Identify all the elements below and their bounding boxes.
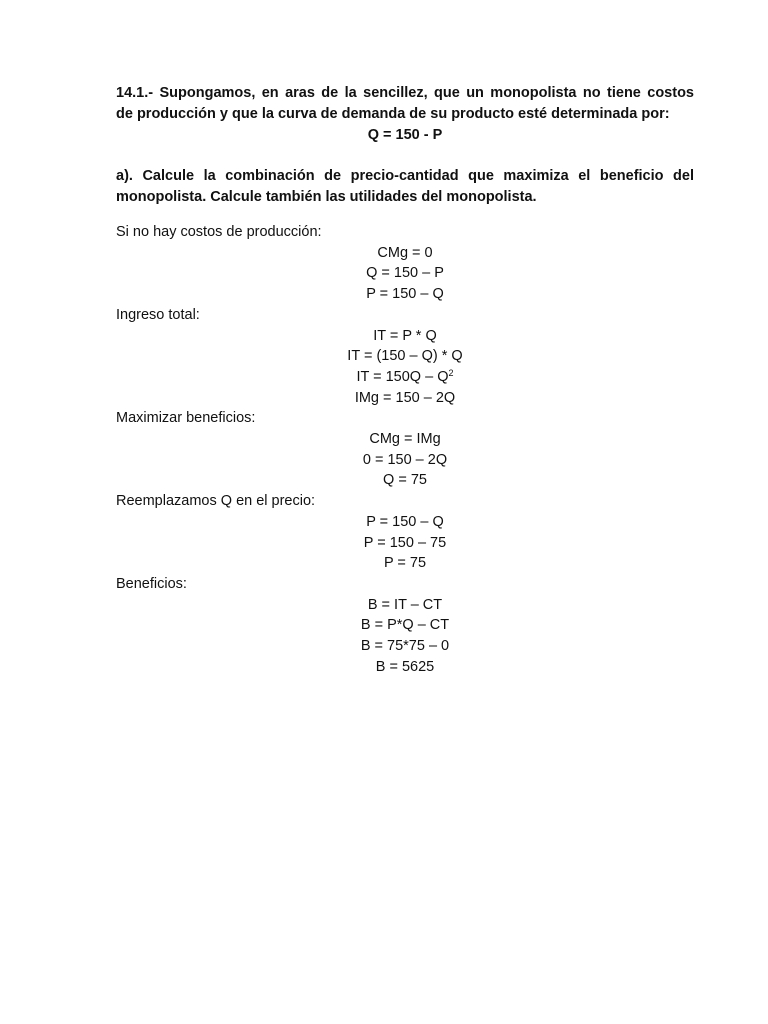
equation-it-expanded-text: IT = 150Q – Q (356, 368, 449, 385)
section-label-no-costs: Si no hay costos de producción: (116, 224, 322, 240)
question-line-2: monopolista. Calcule también las utilidades del monopolista. (116, 189, 537, 205)
equation-it-expanded (116, 367, 694, 388)
exponent-squared: 2 (448, 367, 454, 378)
equation-price: P = 150 – Q (366, 513, 444, 530)
document-page (116, 83, 694, 677)
equation-profit-pq: B = P*Q – CT (360, 617, 450, 634)
equation-it: IT = P * Q (373, 327, 437, 344)
equation-demand-q: Q = 150 – P (366, 265, 444, 282)
equation-profit: B = IT – CT (367, 596, 443, 613)
problem-statement (116, 83, 694, 125)
section-label-maximize: Maximizar beneficios: (116, 410, 256, 427)
equation-it-substituted: IT = (150 – Q) * Q (347, 348, 463, 365)
problem-line-1: 14.1.- Supongamos, en aras de la sencillez, que un monopolista no tiene costos (116, 85, 694, 101)
equation-cmg-img: CMg = IMg (369, 431, 441, 448)
problem-line-2: de producción y que la curva de demanda de su producto esté determinada por: (116, 106, 670, 122)
equation-zero-img: 0 = 150 – 2Q (362, 451, 448, 468)
question-line-1: a). Calcule la combinación de precio-cantidad que maximiza el beneficio del (116, 168, 694, 184)
section-label-total-revenue: Ingreso total: (116, 306, 200, 323)
equation-demand-p: P = 150 – Q (366, 286, 444, 303)
demand-equation: Q = 150 - P (367, 127, 443, 143)
equation-price-substituted: P = 150 – 75 (363, 534, 447, 551)
section-label-replace-q: Reemplazamos Q en el precio: (116, 493, 316, 510)
equation-profit-numbers: B = 75*75 – 0 (360, 638, 450, 655)
equation-q-result: Q = 75 (383, 472, 427, 489)
equation-cmg: CMg = 0 (377, 244, 433, 261)
solution (116, 222, 694, 677)
question-a (116, 166, 694, 208)
equation-price-result: P = 75 (383, 555, 427, 572)
section-label-profits: Beneficios: (116, 575, 187, 592)
equation-img: IMg = 150 – 2Q (354, 389, 456, 406)
equation-profit-result: B = 5625 (375, 658, 435, 675)
